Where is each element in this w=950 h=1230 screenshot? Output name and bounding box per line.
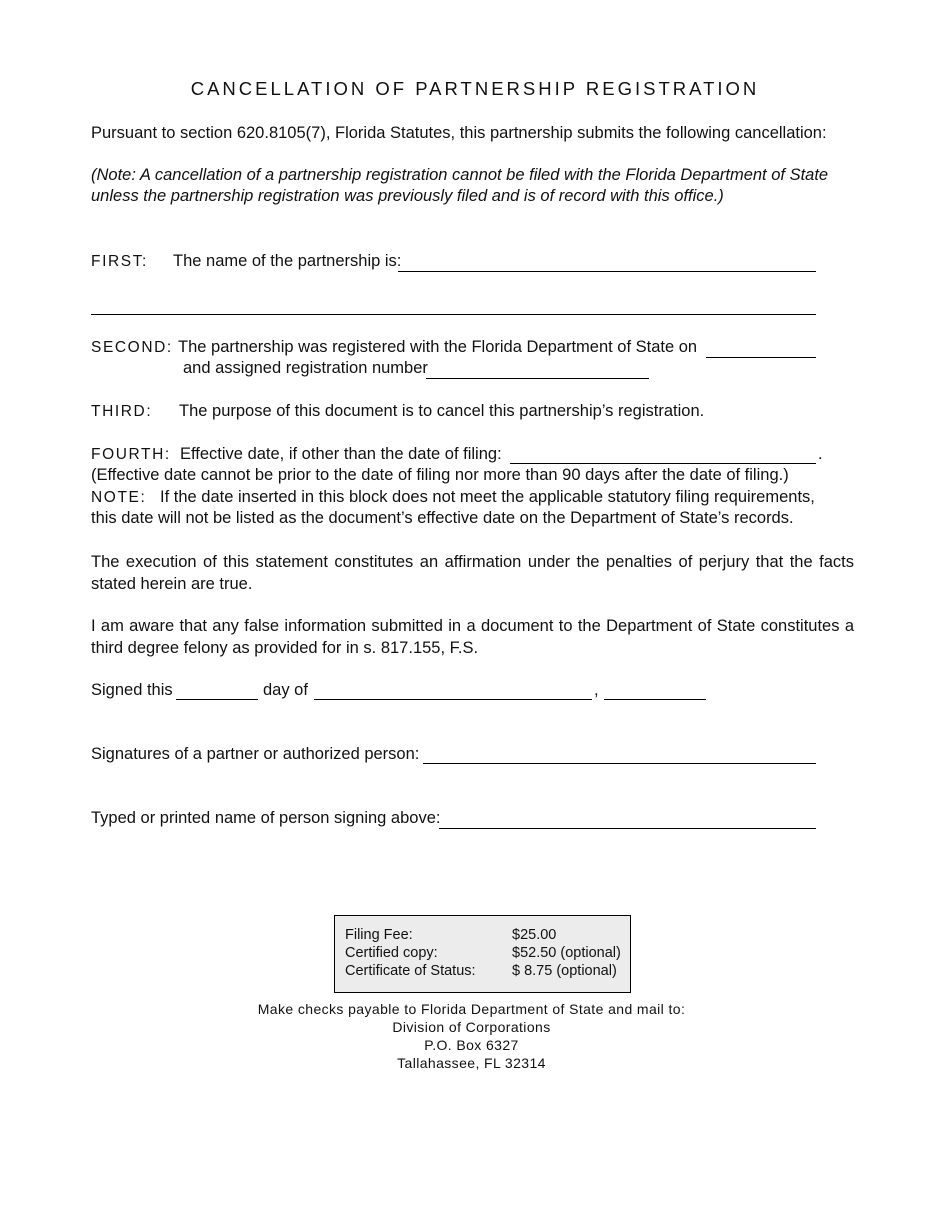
- fourth-paren: (Effective date cannot be prior to the date of filing nor more than 90 days after the date of filing.): [91, 466, 789, 484]
- signed-comma: ,: [594, 681, 599, 699]
- signed-this-label: Signed this: [91, 681, 173, 699]
- fourth-period: .: [818, 445, 823, 463]
- fee-label-filing: Filing Fee:: [345, 927, 413, 943]
- fourth-note-label: NOTE:: [91, 489, 147, 506]
- mailing-po-box: P.O. Box 6327: [424, 1037, 519, 1053]
- mailing-instructions: Make checks payable to Florida Department of State and mail to:: [257, 1001, 686, 1017]
- day-of-label: day of: [263, 681, 308, 699]
- first-text: The name of the partnership is:: [173, 252, 402, 270]
- third-text: The purpose of this document is to cancel this partnership’s registration.: [179, 402, 705, 420]
- third-label: THIRD:: [91, 403, 153, 420]
- effective-date-line[interactable]: [510, 463, 816, 464]
- second-text-1: The partnership was registered with the Florida Department of State on: [178, 338, 698, 356]
- fourth-note-line-2: this date will not be listed as the document’s effective date on the Department of State’s records.: [91, 509, 794, 527]
- signed-month-line[interactable]: [314, 699, 592, 700]
- affirmation-text: The execution of this statement constitutes an affirmation under the penalties of perjury that the facts stated herein are true.: [91, 553, 854, 593]
- fourth-text: Effective date, if other than the date of filing:: [180, 445, 502, 463]
- felony-warning-text: I am aware that any false information submitted in a document to the Department of State constitutes a third degree felony as provided for in s. 817.155, F.S.: [91, 617, 854, 657]
- fee-value-certified-copy: $52.50 (optional): [512, 945, 621, 961]
- fourth-label: FOURTH:: [91, 446, 171, 463]
- second-text-2: and assigned registration number: [183, 359, 428, 377]
- typed-name-label: Typed or printed name of person signing above:: [91, 809, 441, 827]
- second-label: SECOND:: [91, 339, 173, 356]
- signed-day-line[interactable]: [176, 699, 258, 700]
- intro-text: Pursuant to section 620.8105(7), Florida Statutes, this partnership submits the following cancellation:: [91, 124, 827, 142]
- fourth-note-text: If the date inserted in this block does not meet the applicable statutory filing requirements,: [160, 488, 815, 506]
- note-line-2: unless the partnership registration was previously filed and is of record with this office.): [91, 187, 724, 205]
- mailing-city: Tallahassee, FL 32314: [397, 1055, 546, 1071]
- note-line-1: (Note: A cancellation of a partnership registration cannot be filed with the Florida Department of State: [91, 166, 829, 184]
- fee-box: [334, 915, 631, 993]
- fee-label-certified-copy: Certified copy:: [345, 945, 438, 961]
- partnership-name-line-1[interactable]: [398, 271, 816, 272]
- partnership-name-line-2[interactable]: [91, 314, 816, 315]
- registration-date-line[interactable]: [706, 357, 816, 358]
- registration-number-line[interactable]: [426, 378, 649, 379]
- fee-label-certificate-status: Certificate of Status:: [345, 963, 476, 979]
- typed-name-line[interactable]: [439, 828, 816, 829]
- signed-year-line[interactable]: [604, 699, 706, 700]
- mailing-division: Division of Corporations: [392, 1019, 551, 1035]
- first-label: FIRST:: [91, 253, 148, 270]
- signature-label: Signatures of a partner or authorized person:: [91, 745, 420, 763]
- page-title: CANCELLATION OF PARTNERSHIP REGISTRATION: [190, 78, 760, 99]
- signature-line[interactable]: [423, 763, 816, 764]
- fee-value-filing: $25.00: [512, 927, 557, 943]
- fee-value-certificate-status: $ 8.75 (optional): [512, 963, 617, 979]
